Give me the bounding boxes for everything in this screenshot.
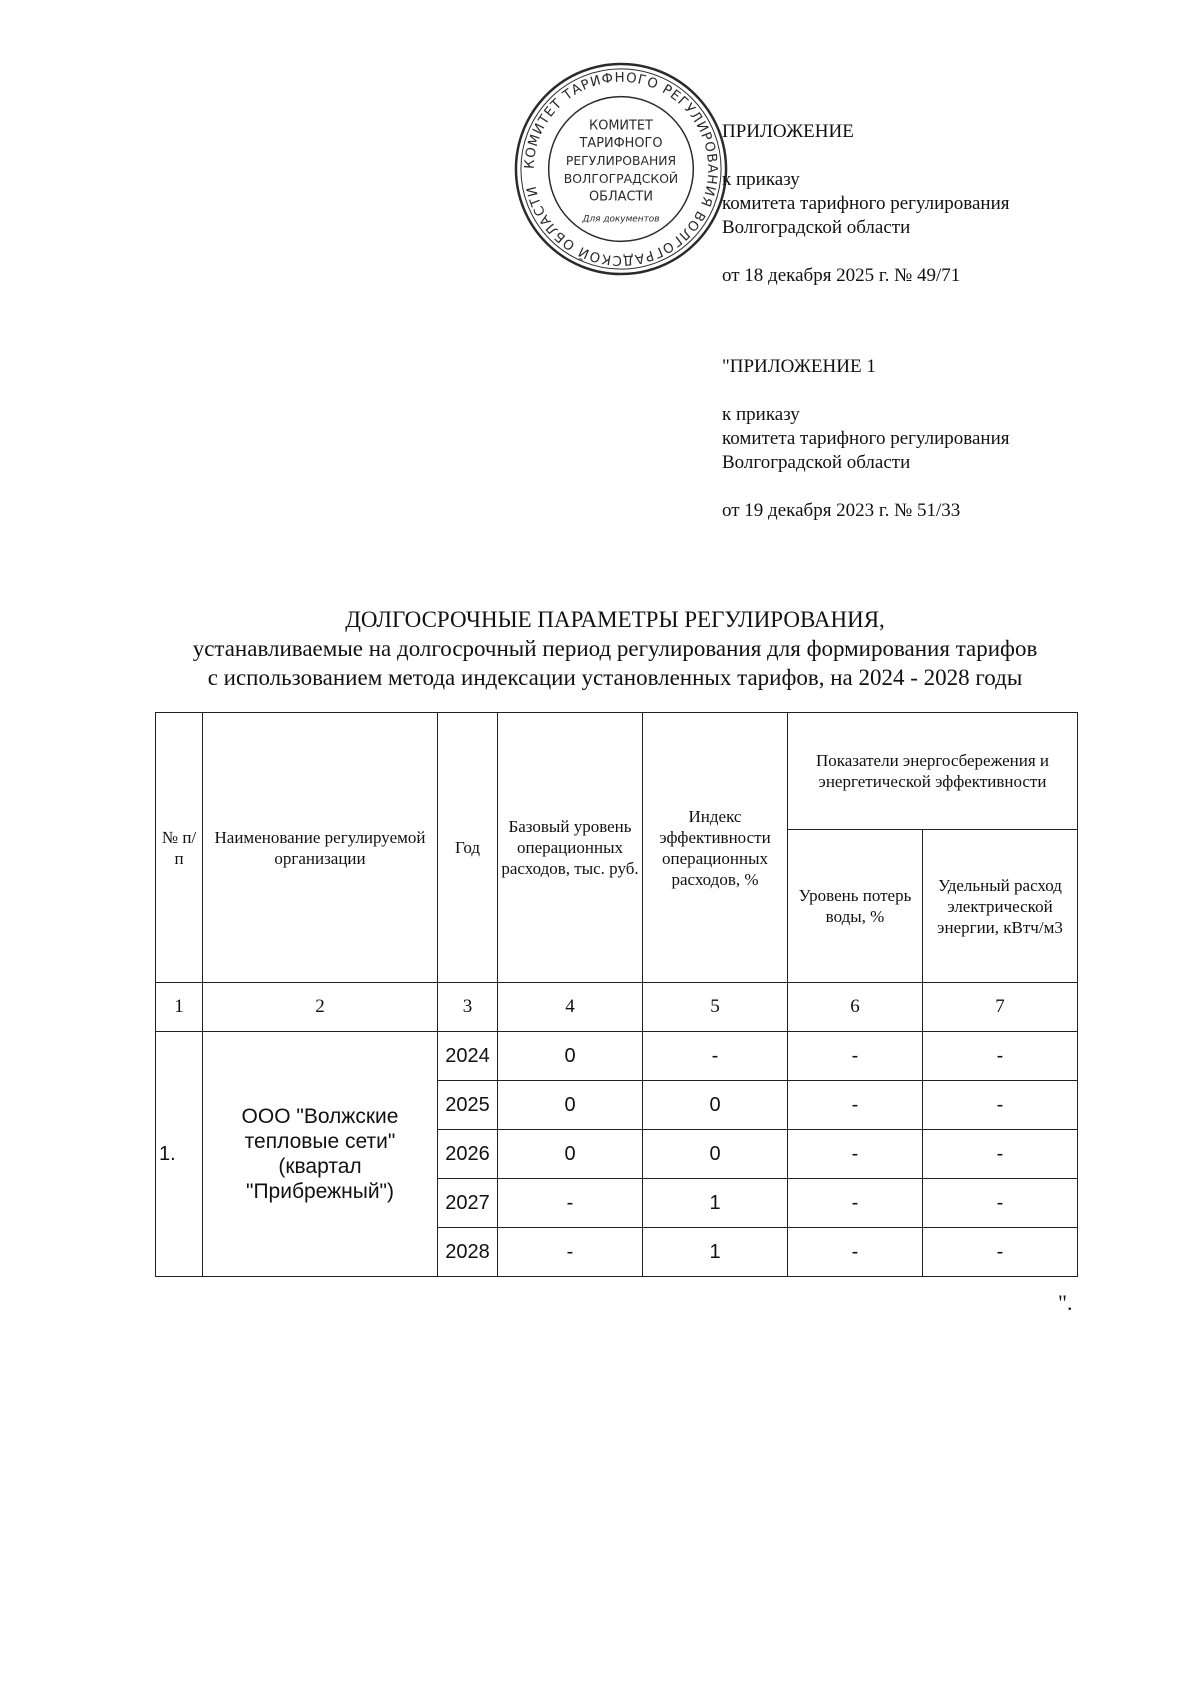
cell-year: 2027 (438, 1179, 498, 1228)
appendix1-ref-line: Волгоградской области (722, 452, 911, 473)
appendix1-header (722, 355, 1162, 523)
cell-electricity: - (923, 1130, 1078, 1179)
header-year: Год (438, 713, 498, 983)
appendix1-ref-line: комитета тарифного регулирования (722, 428, 1010, 449)
stamp-ring-text: КОМИТЕТ ТАРИФНОГО РЕГУЛИРОВАНИЯ ВОЛГОГРАДСКОЙ ОБЛАСТИ (522, 70, 720, 268)
cell-efficiency-index: 1 (643, 1179, 788, 1228)
stamp-line: КОМИТЕТ (589, 118, 653, 134)
cell-electricity: - (923, 1032, 1078, 1081)
cell-efficiency-index: 1 (643, 1228, 788, 1277)
cell-water-loss: - (788, 1179, 923, 1228)
cell-water-loss: - (788, 1228, 923, 1277)
cell-year: 2024 (438, 1032, 498, 1081)
stamp-line: ТАРИФНОГО (579, 136, 663, 152)
appendix-date: от 18 декабря 2025 г. № 49/71 (722, 265, 961, 286)
header-energy-group: Показатели энергосбережения и энергетической эффективности (788, 713, 1078, 830)
cell-electricity: - (923, 1179, 1078, 1228)
cell-base-opex: 0 (498, 1130, 643, 1179)
column-number: 3 (438, 983, 498, 1032)
column-number: 6 (788, 983, 923, 1032)
org-name: ООО "Волжские тепловые сети" (квартал "Прибрежный") (203, 1032, 438, 1277)
parameters-table (155, 712, 1078, 1277)
cell-base-opex: - (498, 1179, 643, 1228)
stamp-line: ОБЛАСТИ (589, 189, 653, 205)
column-number: 5 (643, 983, 788, 1032)
table-row (156, 1032, 1078, 1081)
title-line: с использованием метода индексации установленных тарифов, на 2024 - 2028 годы (207, 665, 1023, 690)
cell-water-loss: - (788, 1081, 923, 1130)
cell-electricity: - (923, 1081, 1078, 1130)
column-number: 1 (156, 983, 203, 1032)
column-number: 7 (923, 983, 1078, 1032)
column-number: 4 (498, 983, 643, 1032)
cell-water-loss: - (788, 1032, 923, 1081)
closing-quote-mark: ". (1058, 1290, 1073, 1315)
appendix-header (722, 120, 1162, 288)
cell-electricity: - (923, 1228, 1078, 1277)
title-line: ДОЛГОСРОЧНЫЕ ПАРАМЕТРЫ РЕГУЛИРОВАНИЯ, (345, 607, 885, 632)
appendix1-title: "ПРИЛОЖЕНИЕ 1 (722, 356, 876, 377)
title-line: устанавливаемые на долгосрочный период регулирования для формирования тарифов (192, 636, 1038, 661)
official-stamp (512, 60, 730, 278)
stamp-line: РЕГУЛИРОВАНИЯ (565, 154, 677, 169)
column-number: 2 (203, 983, 438, 1032)
cell-base-opex: - (498, 1228, 643, 1277)
appendix-ref-line: комитета тарифного регулирования (722, 193, 1010, 214)
stamp-seal-icon (512, 60, 730, 278)
cell-water-loss: - (788, 1130, 923, 1179)
appendix1-date: от 19 декабря 2023 г. № 51/33 (722, 500, 961, 521)
cell-base-opex: 0 (498, 1081, 643, 1130)
appendix-ref-line: к приказу (722, 169, 800, 190)
header-efficiency-index: Индекс эффективности операционных расходов, % (643, 713, 788, 983)
cell-efficiency-index: - (643, 1032, 788, 1081)
header-water-loss: Уровень потерь воды, % (788, 830, 923, 983)
cell-base-opex: 0 (498, 1032, 643, 1081)
header-electricity: Удельный расход электрической энергии, кВтч/м3 (923, 830, 1078, 983)
header-org-name: Наименование регулируемой организации (203, 713, 438, 983)
appendix1-ref-line: к приказу (722, 404, 800, 425)
stamp-bottom-text: Для документов (582, 214, 660, 225)
document-title (110, 605, 1120, 692)
appendix-ref-line: Волгоградской области (722, 217, 911, 238)
header-number: № п/п (156, 713, 203, 983)
cell-year: 2026 (438, 1130, 498, 1179)
svg-text:КОМИТЕТ ТАРИФНОГО РЕГУЛИРОВАНИ (523, 71, 720, 268)
column-number-row (156, 983, 1078, 1032)
cell-year: 2025 (438, 1081, 498, 1130)
org-number: 1. (156, 1032, 203, 1277)
cell-efficiency-index: 0 (643, 1130, 788, 1179)
cell-year: 2028 (438, 1228, 498, 1277)
header-base-opex: Базовый уровень операционных расходов, тыс. руб. (498, 713, 643, 983)
cell-efficiency-index: 0 (643, 1081, 788, 1130)
stamp-line: ВОЛГОГРАДСКОЙ (563, 171, 679, 186)
appendix-title: ПРИЛОЖЕНИЕ (722, 121, 854, 142)
